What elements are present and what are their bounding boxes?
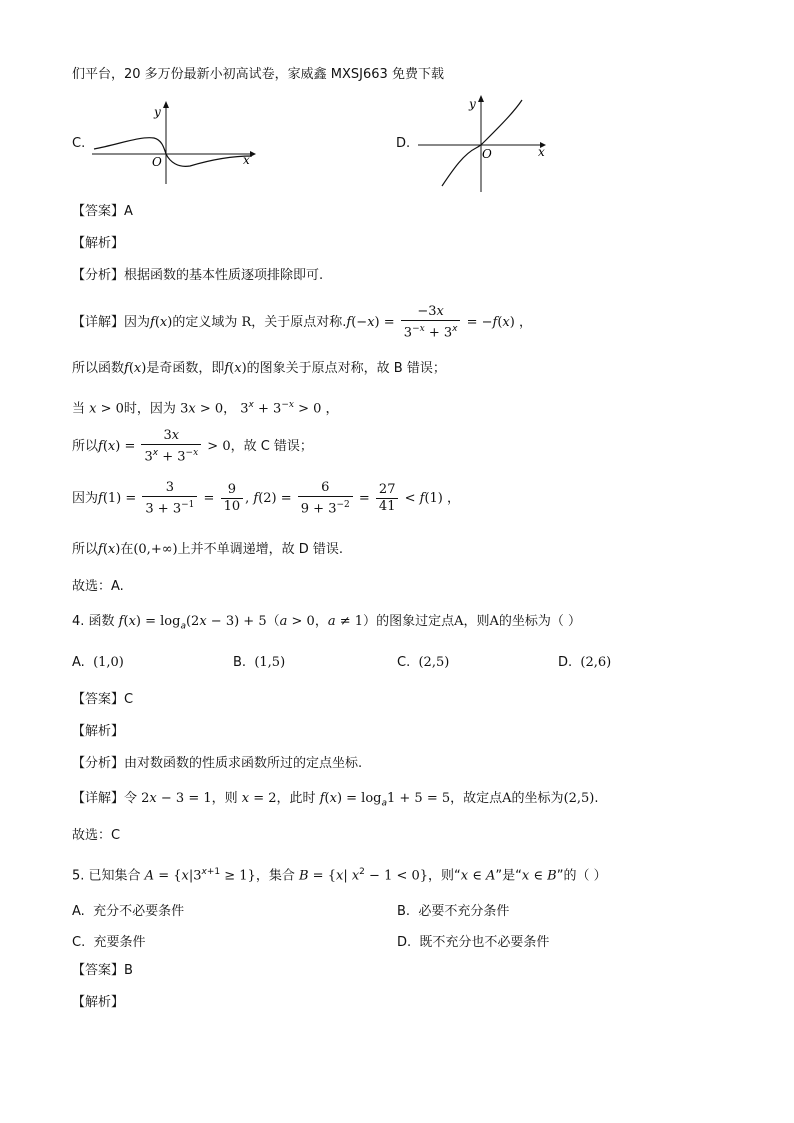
q5-stem: 5. 已知集合 $A = \{x|3^{x+1} \ge 1\}$，集合 B = {x| $x^2 - 1 < 0$}，则“x ∈ A”是“x ∈ B”的（ ） — [72, 867, 607, 884]
graph-c — [90, 96, 260, 186]
q4-answer: 【答案】C — [72, 692, 134, 707]
q4-option-c: C. (2,5) — [397, 655, 450, 670]
q5-option-c: C. 充要条件 — [72, 935, 146, 950]
q3-line1: 所以函数f(x)是奇函数，即f(x)的图象关于原点对称，故 B 错误； — [72, 361, 446, 376]
graph-d-y-label: y — [469, 97, 476, 111]
q3-line4: 因为f(1) = $\frac{3}{3 + 3^{-1}}$ = $\frac{9}{10}$ , f(2) = $\frac{6}{9 + 3^{-2}}$ = $\frac{27}{41}$ < f(1) ， — [72, 480, 461, 517]
q3-line3: 所以f(x) = $\frac{3x}{3^x + 3^{-x}}$ > 0，故 C 错误； — [72, 428, 313, 465]
q4-guxuan: 故选：C — [72, 828, 121, 843]
graph-c-y-label: y — [154, 105, 161, 119]
q3-line2: 当 x > 0时，因为 3x > 0， $3^x + 3^{-x} > 0$ ， — [72, 400, 339, 417]
q3-fenxi: 【分析】根据函数的基本性质逐项排除即可. — [72, 268, 324, 283]
q3-line5: 所以f(x)在(0,+∞)上并不单调递增，故 D 错误. — [72, 542, 344, 557]
graph-c-x-label: x — [243, 153, 250, 167]
q4-option-b: B. (1,5) — [233, 655, 286, 670]
q4-jiexi: 【解析】 — [72, 724, 125, 739]
q5-option-a: A. 充分不必要条件 — [72, 904, 185, 919]
q3-jiexi: 【解析】 — [72, 236, 125, 251]
q5-option-b: B. 必要不充分条件 — [397, 904, 510, 919]
graph-d-label: D. — [396, 136, 411, 151]
graph-d-x-label: x — [538, 145, 545, 159]
q4-stem: 4. 函数 $f(x) = \log_a(2x - 3) + 5(a > 0$，a ≠ 1）的图象过定点A，则A的坐标为（ ） — [72, 614, 582, 632]
page-header: 们平台，20 多万份最新小初高试卷，家威鑫 MXSJ663 免费下载 — [72, 67, 444, 82]
q3-guxuan: 故选：A. — [72, 579, 124, 594]
graph-d — [414, 90, 554, 194]
q4-xiangjie: 【详解】令 2x − 3 = 1，则 x = 2，此时 $f(x) = \log_a1 + 5 = 5$，故定点A的坐标为(2,5). — [72, 791, 599, 809]
q5-answer: 【答案】B — [72, 963, 133, 978]
q5-option-d: D. 既不充分也不必要条件 — [397, 935, 550, 950]
q3-xiangjie: 【详解】因为f(x)的定义域为 R，关于原点对称.f(−x) = $\frac{-3x}{3^{-x} + 3^x}$ = −f(x) ， — [72, 304, 532, 341]
q5-jiexi: 【解析】 — [72, 995, 125, 1010]
graph-d-curve — [442, 100, 522, 186]
q4-option-d: D. (2,6) — [558, 655, 612, 670]
graph-c-origin: O — [152, 155, 162, 169]
graph-d-origin: O — [482, 147, 492, 161]
q4-option-a: A. (1,0) — [72, 655, 124, 670]
graph-c-label: C. — [72, 136, 86, 151]
q4-fenxi: 【分析】由对数函数的性质求函数所过的定点坐标. — [72, 756, 363, 771]
q3-answer: 【答案】A — [72, 204, 133, 219]
graph-c-curve — [94, 138, 252, 167]
